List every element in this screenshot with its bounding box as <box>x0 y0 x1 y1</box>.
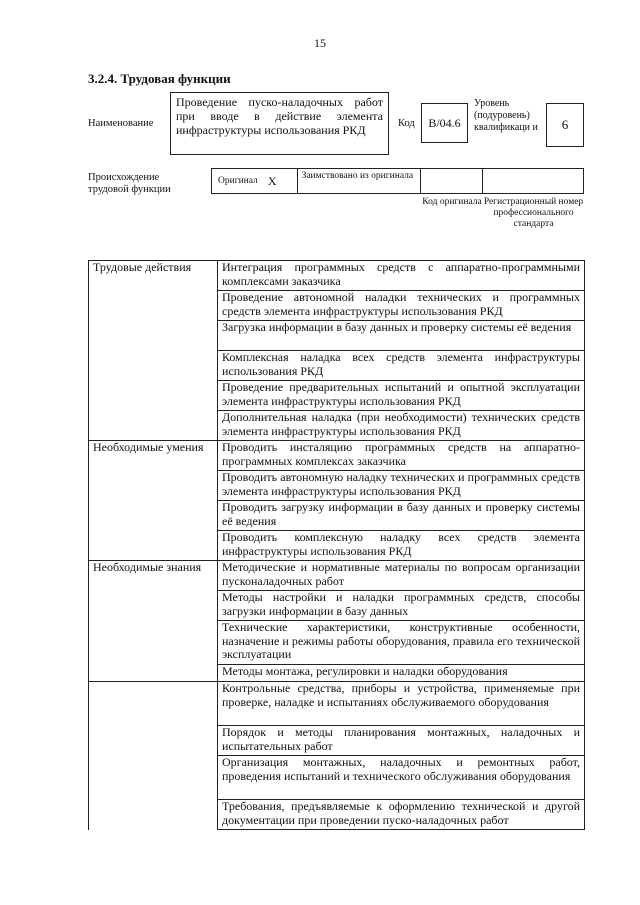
requirement-item: Контрольные средства, приборы и устройства, применяемые при проверке, наладке и испытаниях обслуживаемого оборудования <box>218 682 585 726</box>
reg-caption: Регистрационный номер профессионального стандарта <box>483 197 584 229</box>
table-row <box>89 411 585 441</box>
code-label: Код <box>398 118 415 129</box>
section-continuation-cell <box>89 726 218 756</box>
table-row <box>89 591 585 621</box>
origin-row <box>211 168 584 194</box>
code-value-box: В/04.6 <box>421 103 468 143</box>
section-continuation-cell <box>89 411 218 441</box>
table-row <box>89 756 585 800</box>
origin-label: Происхождение трудовой функции <box>88 172 171 195</box>
requirement-item: Интеграция программных средств с аппаратно-программными комплексами заказчика <box>218 261 585 291</box>
page-number: 15 <box>314 36 326 50</box>
section-continuation-cell <box>89 682 218 726</box>
borrowed-cell: Заимствовано из оригинала <box>298 169 421 193</box>
table-row <box>89 501 585 531</box>
section-title-cell: Необходимые знания <box>89 561 218 591</box>
table-row <box>89 621 585 665</box>
requirement-item: Комплексная наладка всех средств элемента инфраструктуры использования РКД <box>218 351 585 381</box>
table-row <box>89 800 585 830</box>
section-continuation-cell <box>89 471 218 501</box>
requirement-item: Проводить комплексную наладку всех средств элемента инфраструктуры использования РКД <box>218 531 585 561</box>
section-continuation-cell <box>89 591 218 621</box>
requirement-item: Методы монтажа, регулировки и наладки оборудования <box>218 665 585 682</box>
code-caption: Код оригинала <box>422 197 482 207</box>
table-row <box>89 682 585 726</box>
requirement-item: Проводить автономную наладку технических и программных средств элемента инфраструктуры использования РКД <box>218 471 585 501</box>
requirement-item: Методы настройки и наладки программных средств, способы загрузки информации в базу данных <box>218 591 585 621</box>
section-title-cell: Необходимые умения <box>89 441 218 471</box>
table-row <box>89 726 585 756</box>
section-continuation-cell <box>89 800 218 830</box>
section-continuation-cell <box>89 621 218 665</box>
table-row <box>89 441 585 471</box>
requirement-item: Проведение автономной наладки технических и программных средств элемента инфраструктуры использования РКД <box>218 291 585 321</box>
section-continuation-cell <box>89 321 218 351</box>
requirement-item: Требования, предъявляемые к оформлению технической и другой документации при проведении пуско-наладочных работ <box>218 800 585 830</box>
reg-number-cell <box>483 169 583 193</box>
section-continuation-cell <box>89 665 218 682</box>
level-value-box: 6 <box>546 103 584 147</box>
table-row <box>89 471 585 501</box>
table-row <box>89 381 585 411</box>
table-row <box>89 531 585 561</box>
table-row <box>89 561 585 591</box>
function-table <box>88 260 585 830</box>
section-title-cell: Трудовые действия <box>89 261 218 291</box>
original-cell <box>212 169 298 193</box>
table-row <box>89 665 585 682</box>
section-title: 3.2.4. Трудовая функции <box>88 71 231 86</box>
original-label: Оригинал <box>218 175 258 186</box>
requirement-item: Порядок и методы планирования монтажных, наладочных и испытательных работ <box>218 726 585 756</box>
section-continuation-cell <box>89 381 218 411</box>
requirement-item: Проведение предварительных испытаний и опытной эксплуатации элемента инфраструктуры использования РКД <box>218 381 585 411</box>
table-row <box>89 261 585 291</box>
requirement-item: Дополнительная наладка (при необходимости) технических средств элемента инфраструктуры использования РКД <box>218 411 585 441</box>
table-row <box>89 351 585 381</box>
level-label: Уровень (подуровень) квалификаци и <box>474 98 538 133</box>
table-row <box>89 291 585 321</box>
requirement-item: Проводить инсталяцию программных средств на аппаратно-программных комплексах заказчика <box>218 441 585 471</box>
section-continuation-cell <box>89 351 218 381</box>
requirement-item: Загрузка информации в базу данных и проверку системы её ведения <box>218 321 585 351</box>
requirement-item: Проводить загрузку информации в базу данных и проверку системы её ведения <box>218 501 585 531</box>
section-continuation-cell <box>89 291 218 321</box>
original-mark: X <box>267 173 277 188</box>
requirement-item: Методические и нормативные материалы по вопросам организации пусконаладочных работ <box>218 561 585 591</box>
requirement-item: Технические характеристики, конструктивные особенности, назначение и режимы работы оборудования, правила его технической эксплуатации <box>218 621 585 665</box>
table-row <box>89 321 585 351</box>
section-continuation-cell <box>89 756 218 800</box>
function-name-box: Проведение пуско-наладочных работ при вводе в действие элемента инфраструктуры использования РКД <box>170 92 389 155</box>
section-continuation-cell <box>89 531 218 561</box>
section-continuation-cell <box>89 501 218 531</box>
original-code-cell <box>421 169 483 193</box>
name-label: Наименование <box>88 118 154 129</box>
requirement-item: Организация монтажных, наладочных и ремонтных работ, проведения испытаний и технического обслуживания оборудования <box>218 756 585 800</box>
